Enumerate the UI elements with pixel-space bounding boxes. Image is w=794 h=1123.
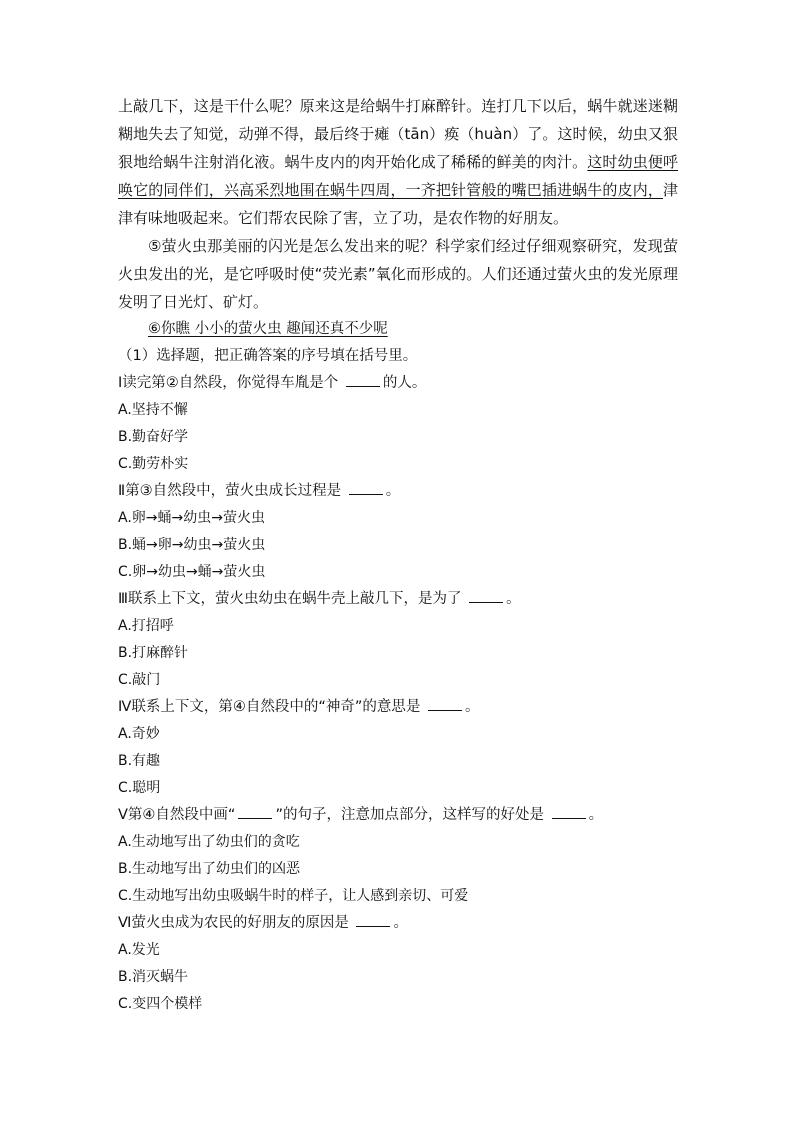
question-stem: Ⅳ联系上下文，第④自然段中的“神奇”的意思是 [118, 699, 426, 715]
question-stem-end: 。 [385, 483, 401, 499]
question-intro: （1）选择题，把正确答案的序号填在括号里。 [118, 348, 418, 364]
option-b[interactable]: B.打麻醉针 [118, 645, 189, 661]
answer-blank[interactable] [552, 804, 586, 819]
option-b[interactable]: B.蛹→卵→幼虫→萤火虫 [118, 537, 266, 553]
question-stem: Ⅱ第③自然段中，萤火虫成长过程是 [118, 483, 346, 499]
passage-p4-text-start: 上敲几下，这是干什么呢？原来这是给蜗牛打麻醉针。连打几下以后，蜗牛就迷迷糊糊地失去了知觉，动弹不得，最后终于瘫（tān）痪（huàn）了。这时候，幼虫又狠狠地给蜗牛注射消化液。蜗牛皮内的肉开始化成了稀稀的鲜美的肉汁。 [118, 97, 678, 171]
passage-paragraph-5: ⑤萤火虫那美丽的闪光是怎么发出来的呢？科学家们经过仔细观察研究，发现萤火虫发出的光，是它呼吸时使“荧光素”氧化而形成的。人们还通过萤火虫的发光原理发明了日光灯、矿灯。 [118, 237, 678, 311]
question-stem-end: 。 [465, 699, 480, 715]
option-c[interactable]: C.生动地写出幼虫吸蜗牛时的样子，让人感到亲切、可爱 [118, 888, 469, 904]
question-stem-end: 。 [393, 915, 408, 931]
question-stem-end: 。 [588, 807, 604, 823]
question-item-4 [118, 694, 678, 721]
question-stem: Ⅴ第④自然段中画“ [118, 807, 236, 823]
answer-blank[interactable] [356, 912, 390, 927]
option-c[interactable]: C.勤劳朴实 [118, 456, 189, 472]
answer-blank[interactable] [469, 588, 503, 603]
question-item-6 [118, 910, 678, 937]
answer-blank[interactable] [428, 696, 462, 711]
option-c[interactable]: C.聪明 [118, 780, 161, 796]
option-b[interactable]: B.勤奋好学 [118, 429, 189, 445]
option-a[interactable]: A.打招呼 [118, 618, 174, 634]
question-item-3 [118, 586, 678, 613]
question-item-1 [118, 370, 678, 397]
question-stem: Ⅲ联系上下文，萤火虫幼虫在蜗牛壳上敲几下，是为了 [118, 591, 467, 607]
answer-blank[interactable] [349, 480, 383, 495]
option-c[interactable]: C.敲门 [118, 672, 161, 688]
option-b[interactable]: B.有趣 [118, 753, 161, 769]
option-b[interactable]: B.消灭蜗牛 [118, 969, 189, 985]
passage-paragraph-4 [118, 92, 678, 232]
option-a[interactable]: A.坚持不懈 [118, 402, 188, 418]
option-a[interactable]: A.生动地写出了幼虫们的贪吃 [118, 834, 300, 850]
document-content [118, 92, 678, 1018]
question-stem: Ⅰ读完第②自然段，你觉得车胤是个 [118, 375, 343, 391]
passage-p4-text-end: 津津有味地吸起来。它们帮农民除了害，立了功，是农作物的好朋友。 [118, 181, 678, 227]
option-a[interactable]: A.卵→蛹→幼虫→萤火虫 [118, 510, 265, 526]
passage-p6-text: ⑥你瞧 小小的萤火虫 趣闻还真不少呢 [148, 321, 388, 337]
question-stem: Ⅵ萤火虫成为农民的好朋友的原因是 [118, 915, 354, 931]
underlined-sentence: 这时幼虫便呼唤它的同伴们，兴高采烈地围在蜗牛四周，一齐把针管般的嘴巴插进蜗牛的皮内， [118, 153, 678, 199]
underline-marker-blank [238, 804, 272, 819]
option-a[interactable]: A.奇妙 [118, 726, 160, 742]
question-item-5 [118, 802, 678, 829]
question-stem-middle: ”的句子，注意加点部分，这样写的好处是 [275, 807, 549, 823]
answer-blank[interactable] [346, 372, 380, 387]
option-c[interactable]: C.卵→幼虫→蛹→萤火虫 [118, 564, 266, 580]
option-c[interactable]: C.变四个模样 [118, 996, 203, 1012]
option-a[interactable]: A.发光 [118, 942, 160, 958]
question-item-2 [118, 478, 678, 505]
question-stem-end: 。 [506, 591, 521, 607]
passage-paragraph-6 [118, 316, 678, 343]
question-stem-end: 的人。 [382, 375, 427, 391]
option-b[interactable]: B.生动地写出了幼虫们的凶恶 [118, 861, 301, 877]
